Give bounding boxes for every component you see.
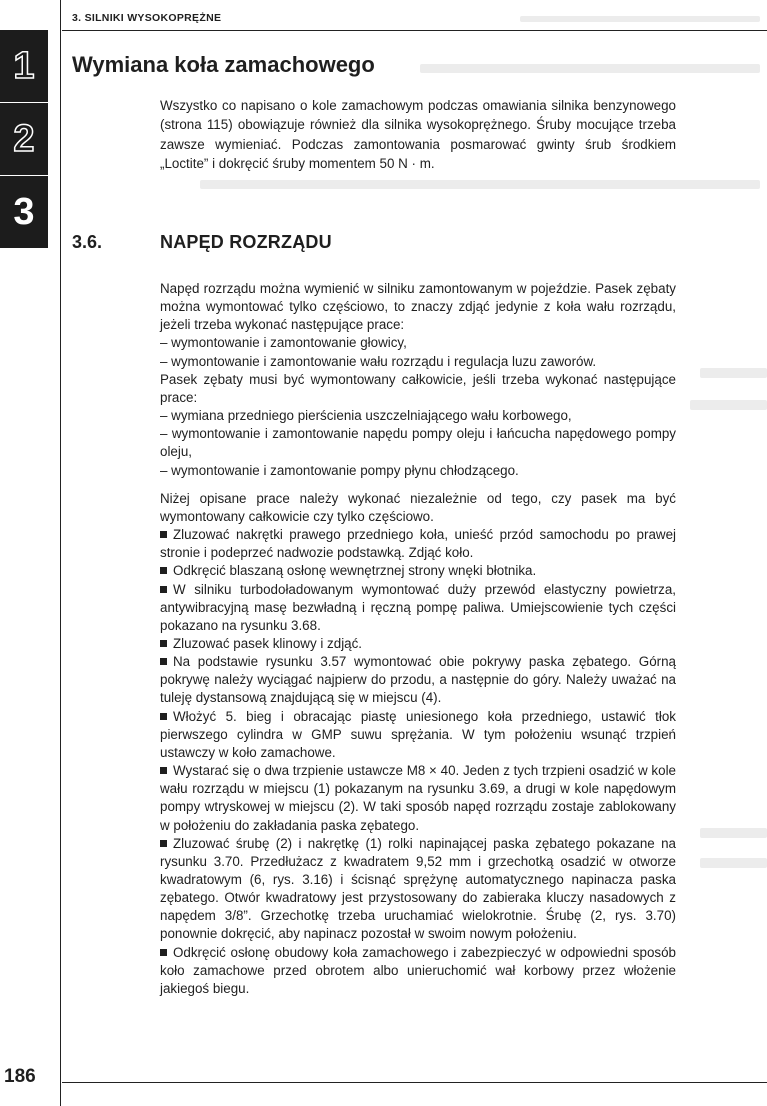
step-item (160, 635, 676, 653)
step-text: W silniku turbodoładowanym wymontować duży przewód elastyczny powietrza, antywibracyjną masę bezwładną i ręczną pompę paliwa. Umiejscowienie tych części pokazano na rysunku 3.68. (160, 581, 676, 633)
bullet-icon (160, 713, 167, 720)
section-number: 3.6. (72, 232, 103, 252)
chapter-title: Wymiana koła zamachowego (72, 52, 375, 77)
list-item: – wymontowanie i zamontowanie napędu pompy oleju i łańcucha napędowego pompy oleju, (160, 426, 676, 460)
step-text: Włożyć 5. bieg i obracając piastę uniesionego koła przedniego, ustawić tłok pierwszego cylindra w GMP suwu sprężania. W tym położeniu wsunąć trzpień ustawczy w koło zamachowe. (160, 708, 676, 760)
section-title: NAPĘD ROZRZĄDU (160, 232, 332, 252)
section-body (160, 280, 676, 998)
step-item (160, 653, 676, 707)
chapter-tab-2-label: 2 (13, 117, 35, 160)
bullet-icon (160, 658, 167, 665)
chapter-tab-3-active (0, 176, 48, 248)
step-item (160, 835, 676, 944)
step-text: Zluzować śrubę (2) i nakrętkę (1) rolki napinającej paska zębatego pokazane na rysunku 3.70. Przedłużacz z kwadratem 9,52 mm i grzechotką osadzić w otworze kwadratowym (6, rys. 3.16) i ścisnąć sprężynę automatycznego napinacza paska zębatego. Otwór kwadratowy jest przystosowany do zabieraka kluczy nasadowych z napędem 3/8”. Grzechotkę trzeba uruchamiać wielokrotnie. Śrubę (2, rys. 3.70) ponownie dokręcić, aby napinacz pozostał w swoim nowym położeniu. (160, 835, 676, 942)
intro-paragraph: Wszystko co napisano o kole zamachowym podczas omawiania silnika benzynowego (strona 115) obowiązuje również dla silnika wysokoprężnego. Śruby mocujące trzeba zawsze wymieniać. Podczas zamontowania posmarować gwinty śrub środkiem „Loctite” i dokręcić śruby momentem 50 N · m. (160, 98, 676, 172)
bullet-icon (160, 640, 167, 647)
chapter-tab-1 (0, 30, 48, 102)
step-item (160, 708, 676, 762)
chapter-tab-3-label: 3 (13, 190, 35, 233)
list-item: – wymontowanie i zamontowanie pompy płynu chłodzącego. (160, 462, 519, 478)
running-head: 3. SILNIKI WYSOKOPRĘŻNE (72, 12, 222, 24)
step-text: Na podstawie rysunku 3.57 wymontować obie pokrywy paska zębatego. Górną pokrywę należy wyciągać najpierw do przodu, a następnie do góry. Należy uważać na tuleję dystansową znajdującą się w miejscu (4). (160, 654, 676, 706)
step-item (160, 762, 676, 835)
footer-rule (62, 1082, 767, 1083)
step-item (160, 526, 676, 562)
chapter-tab-1-label: 1 (13, 44, 35, 87)
paragraph: Napęd rozrządu można wymienić w silniku zamontowanym w pojeździe. Pasek zębaty można wymontować tylko częściowo, to znaczy zdjąć jedynie z koła wału rozrządu, jeżeli trzeba wykonać następujące prace: (160, 281, 676, 333)
header-rule (62, 30, 767, 31)
chapter-tab-2 (0, 103, 48, 175)
step-text: Zluzować nakrętki prawego przedniego koła, unieść przód samochodu po prawej stronie i podeprzeć nadwozie podstawką. Zdjąć koło. (160, 527, 676, 561)
bullet-icon (160, 949, 167, 956)
paragraph: Niżej opisane prace należy wykonać niezależnie od tego, czy pasek ma być wymontowany całkowicie czy tylko częściowo. (160, 490, 676, 524)
bullet-icon (160, 567, 167, 574)
step-text: Wystarać się o dwa trzpienie ustawcze M8 × 40. Jeden z tych trzpieni osadzić w kole wału rozrządu w miejscu (1) pokazanym na rysunku 3.69, a drugi w kole napędowym pompy wtryskowej w miejscu (2). W taki sposób napęd rozrządu zostaje zablokowany w położeniu do zakładania paska zębatego. (160, 763, 676, 833)
bullet-icon (160, 586, 167, 593)
page-number: 186 (4, 1066, 36, 1087)
step-text: Odkręcić osłonę obudowy koła zamachowego i zabezpieczyć w odpowiedni sposób koło zamachowe przed obrotem albo unieruchomić wał korbowy przez włożenie jakiegoś biegu. (160, 944, 676, 996)
step-item (160, 944, 676, 998)
list-item: – wymontowanie i zamontowanie głowicy, (160, 335, 407, 351)
margin-rule (60, 0, 61, 1106)
bullet-icon (160, 531, 167, 538)
bullet-icon (160, 840, 167, 847)
paragraph: Pasek zębaty musi być wymontowany całkowicie, jeśli trzeba wykonać następujące prace: (160, 371, 676, 405)
chapter-tabs (0, 30, 48, 249)
list-item: – wymiana przedniego pierścienia uszczelniającego wału korbowego, (160, 408, 572, 424)
list-item: – wymontowanie i zamontowanie wału rozrządu i regulacja luzu zaworów. (160, 353, 597, 369)
step-item (160, 581, 676, 635)
bullet-icon (160, 767, 167, 774)
step-text: Odkręcić blaszaną osłonę wewnętrznej strony wnęki błotnika. (173, 563, 537, 579)
step-item (160, 562, 676, 580)
step-text: Zluzować pasek klinowy i zdjąć. (173, 635, 363, 651)
